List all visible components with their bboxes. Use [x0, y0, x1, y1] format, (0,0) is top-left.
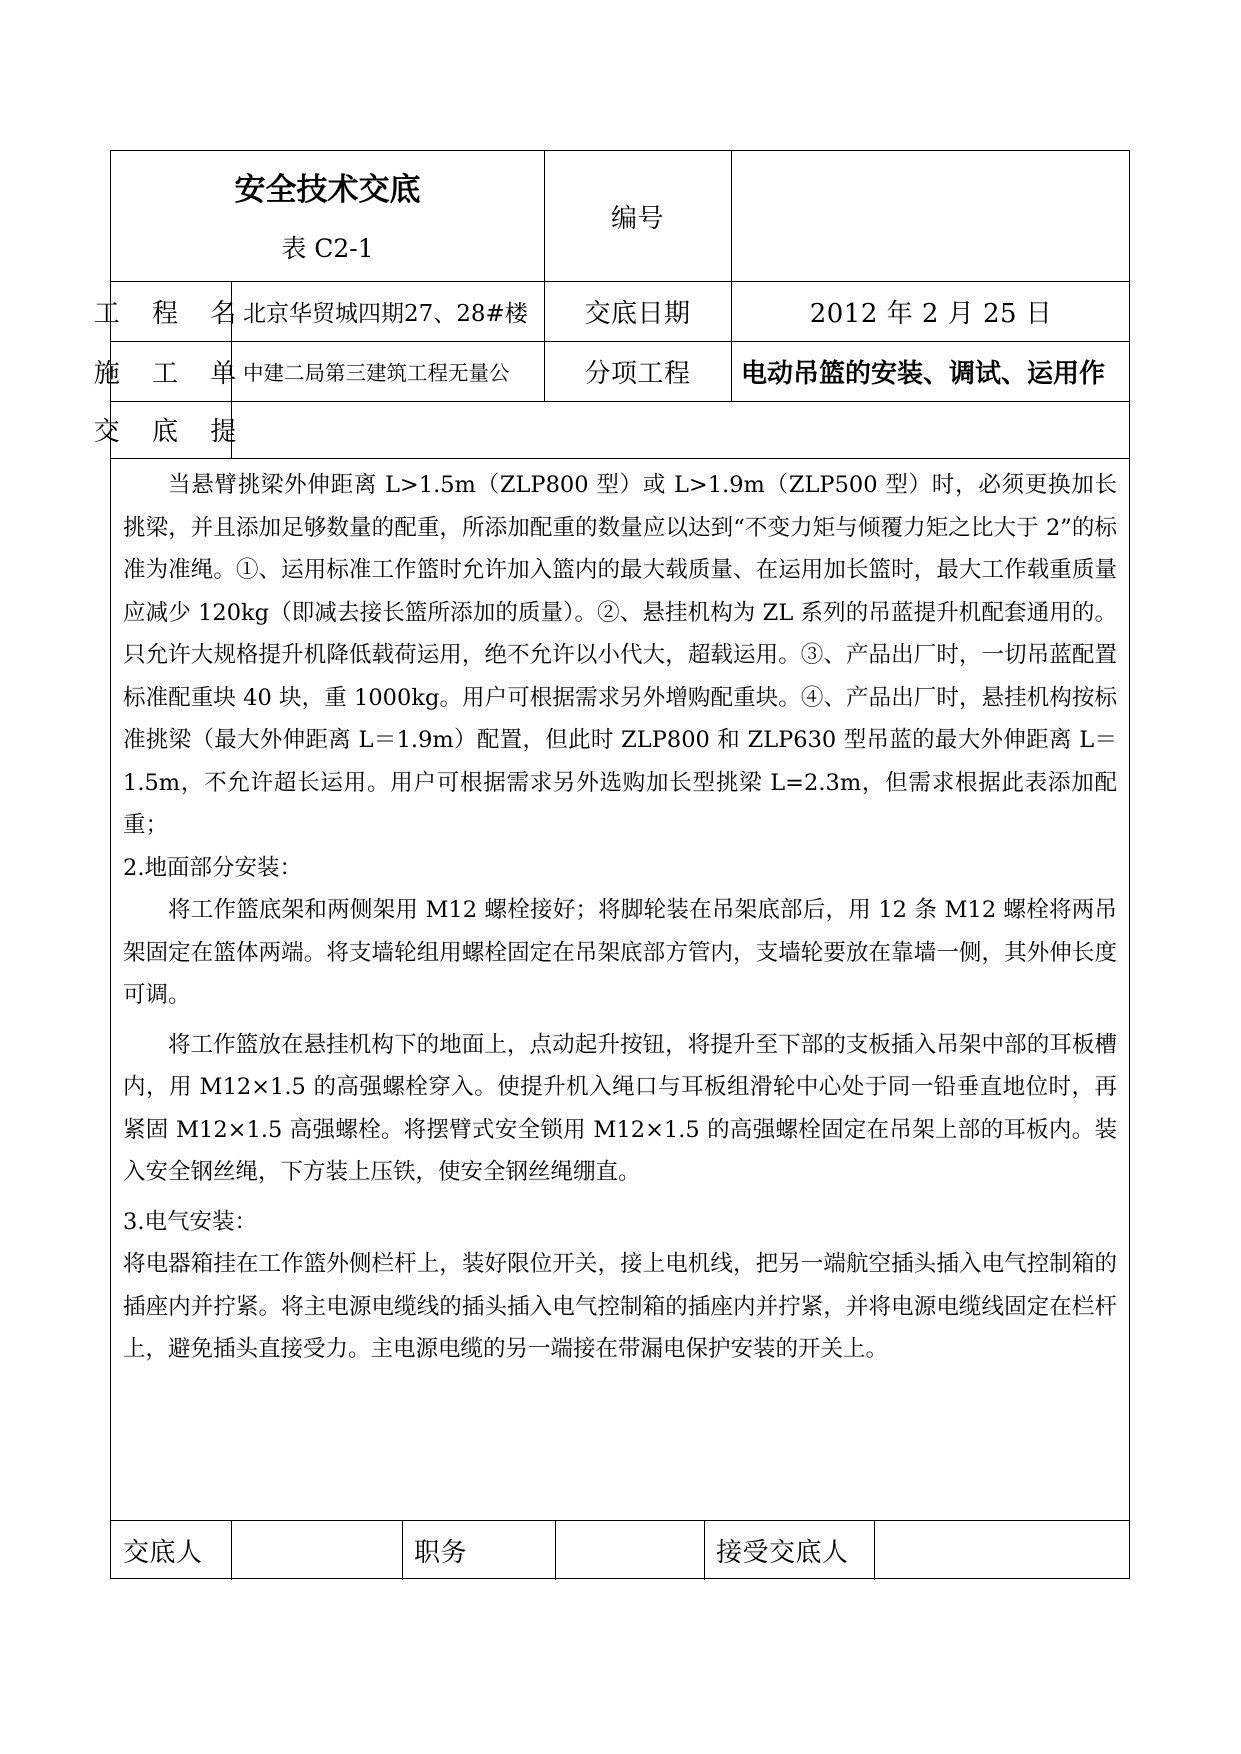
position-value[interactable]: [555, 1520, 704, 1580]
unit-label: 施 工 单: [93, 358, 249, 389]
paragraph-cantilever: 当悬臂挑梁外伸距离 L>1.5m（ZLP800 型）或 L>1.9m（ZLP500 型）时，必须更换加长挑梁，并且添加足够数量的配重，所添加配重的数量应以达到“不变力矩与倾覆力矩之比大于 2”的标准为准绳。①、运用标准工作篮时允许加入篮内的最大载质量、在运用加长篮时，最大工作载重质量应减少 120kg（即减去接长篮所添加的质量）。②、悬挂机构为 ZL 系列的吊蓝提升机配套通用的。只允许大规格提升机降低载荷运用，绝不允许以小代大，超载运用。③、产品出厂时，一切吊蓝配置标准配重块 40 块，重 1000kg。用户可根据需求另外增购配重块。④、产品出厂时，悬挂机构按标准挑梁（最大外伸距离 L＝1.9m）配置，但此时 ZLP800 和 ZLP630 型吊蓝的最大外伸距离 L＝1.5m，不允许超长运用。用户可根据需求另外选购加长型挑梁 L=2.3m，但需求根据此表添加配重；: [123, 472, 1117, 838]
code-label: 编号: [610, 203, 664, 234]
paragraph-hoist-mounting: 将工作篮放在悬挂机构下的地面上，点动起升按钮，将提升至下部的支板插入吊架中部的耳板槽内，用 M12×1.5 的高强螺栓穿入。使提升机入绳口与耳板组滑轮中心处于同一铅垂直地位时，再紧固 M12×1.5 高强螺栓。将摆臂式安全锁用 M12×1.5 的高强螺栓固定在吊架上部的耳板内。装入安全钢丝绳，下方装上压铁，使安全钢丝绳绷直。: [123, 1031, 1117, 1185]
col-divider: [402, 1520, 403, 1580]
form-title: 安全技术交底: [234, 171, 421, 208]
presenter-value[interactable]: [231, 1520, 402, 1580]
date-label: 交底日期: [584, 298, 691, 329]
item-label: 分项工程: [584, 358, 691, 389]
summary-label: 交 底 提: [93, 417, 249, 447]
unit-value[interactable]: 中建二局第三建筑工程无量公: [243, 361, 510, 385]
heading-ground-installation: 2.地面部分安装：: [123, 854, 302, 881]
summary-value[interactable]: [243, 401, 1123, 458]
heading-electrical-installation: 3.电气安装：: [123, 1208, 257, 1235]
safety-briefing-form: [93, 150, 1130, 1579]
col-divider: [704, 1520, 705, 1580]
project-label: 工 程 名: [93, 298, 249, 329]
row-divider: [111, 458, 1129, 459]
briefing-content: [123, 464, 1117, 1371]
code-value[interactable]: [731, 151, 1131, 281]
paragraph-electrical: 将电器箱挂在工作篮外侧栏杆上，装好限位开关，接上电机线，把另一端航空插头插入电气控制箱的插座内并拧紧。将主电源电缆线的插头插入电气控制箱的插座内并拧紧，并将电源电缆线固定在栏杆上，避免插头直接受力。主电源电缆的另一端接在带漏电保护安装的开关上。: [123, 1251, 1117, 1362]
position-label: 职务: [414, 1537, 468, 1568]
item-value[interactable]: 电动吊篮的安装、调试、运用作: [741, 358, 1106, 389]
project-value[interactable]: 北京华贸城四期27、28#楼: [243, 300, 528, 327]
presenter-label: 交底人: [123, 1537, 203, 1568]
form-number: 表 C2-1: [281, 234, 374, 263]
receiver-label: 接受交底人: [716, 1537, 849, 1568]
receiver-value[interactable]: [874, 1520, 1131, 1580]
date-value[interactable]: 2012 年 2 月 25 日: [809, 298, 1053, 329]
paragraph-ground-assembly: 将工作篮底架和两侧架用 M12 螺栓接好；将脚轮装在吊架底部后，用 12 条 M12 螺栓将两吊架固定在篮体两端。将支墙轮组用螺栓固定在吊架底部方管内，支墙轮要放在靠墙一侧，其外伸长度可调。: [123, 897, 1117, 1008]
